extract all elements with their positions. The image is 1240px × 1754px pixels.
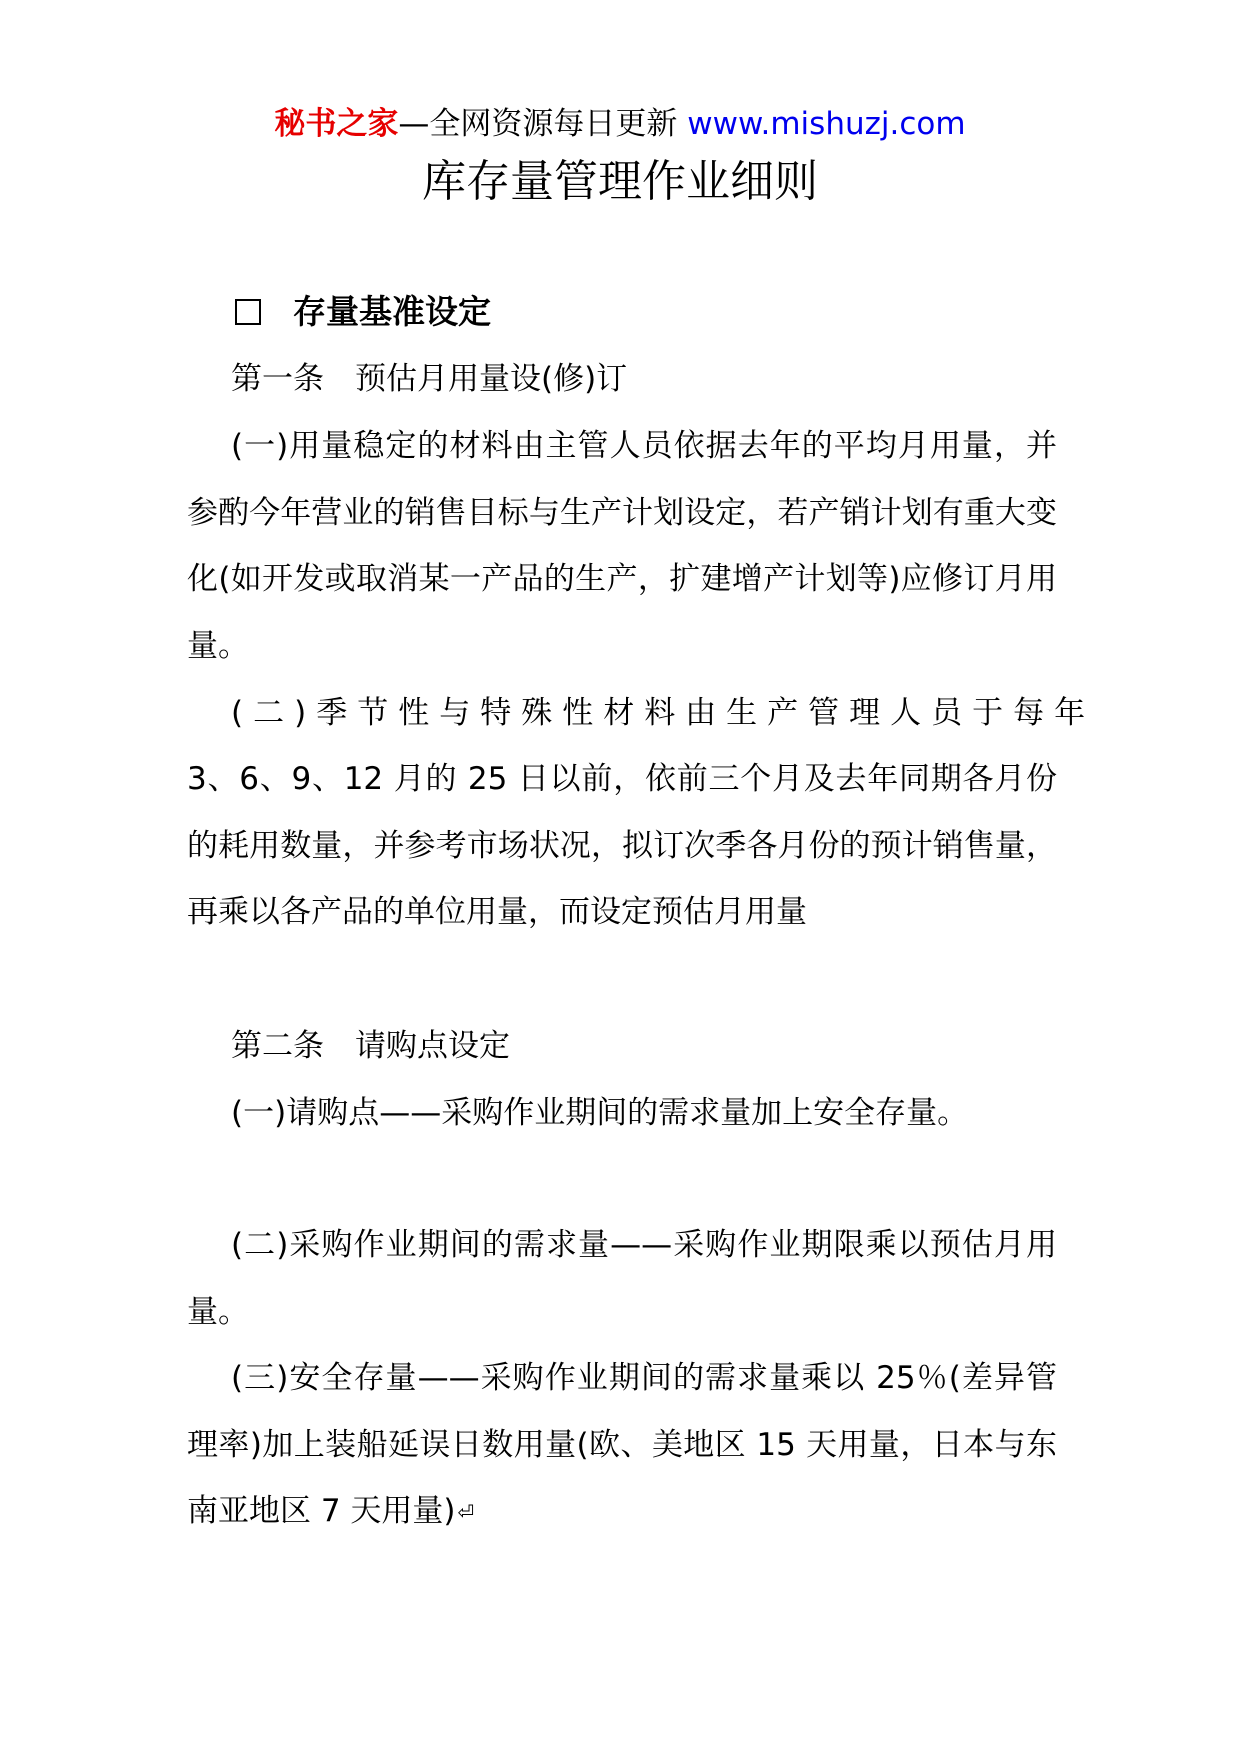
- article1-paragraph-1: (一)用量稳定的材料由主管人员依据去年的平均月用量，并参酌今年营业的销售目标与生产计划设定，若产销计划有重大变化(如开发或取消某一产品的生产，扩建增产计划等)应修订月用量。: [187, 428, 1057, 664]
- section-heading-text: 存量基准设定: [293, 292, 491, 331]
- article2-heading: 第二条 请购点设定: [231, 1028, 510, 1064]
- checkbox-square-icon: [235, 299, 261, 325]
- document-title: 库存量管理作业细则: [422, 156, 818, 207]
- article2-paragraph-1: (一)请购点——采购作业期间的需求量加上安全存量。: [231, 1095, 969, 1131]
- site-url-link[interactable]: www.mishuzj.com: [687, 106, 966, 142]
- header-tagline: —全网资源每日更新: [398, 106, 688, 142]
- article1-paragraph-2-line-1: (二)季节性与特殊性材料由生产管理人员于每年: [231, 695, 1096, 731]
- article2-paragraph-3-text: (三)安全存量——采购作业期间的需求量乘以 25％(差异管理率)加上装船延误日数用量(欧、美地区 15 天用量，日本与东南亚地区 7 天用量): [187, 1360, 1057, 1530]
- paragraph-end-mark-icon: ⏎: [457, 1500, 475, 1525]
- site-header: [0, 102, 1240, 146]
- brand-name: 秘书之家: [274, 106, 399, 142]
- section-heading: [187, 290, 1057, 334]
- article2-paragraph-3: [187, 1345, 1057, 1546]
- article1-heading: 第一条 预估月用量设(修)订: [231, 361, 628, 397]
- article1-paragraph-2-rest: 3、6、9、12 月的 25 日以前，依前三个月及去年同期各月份的耗用数量，并参考市场状况，拟订次季各月份的预计销售量，再乘以各产品的单位用量，而设定预估月用量: [187, 761, 1057, 931]
- article2-paragraph-2: (二)采购作业期间的需求量——采购作业期限乘以预估月用量。: [187, 1227, 1057, 1330]
